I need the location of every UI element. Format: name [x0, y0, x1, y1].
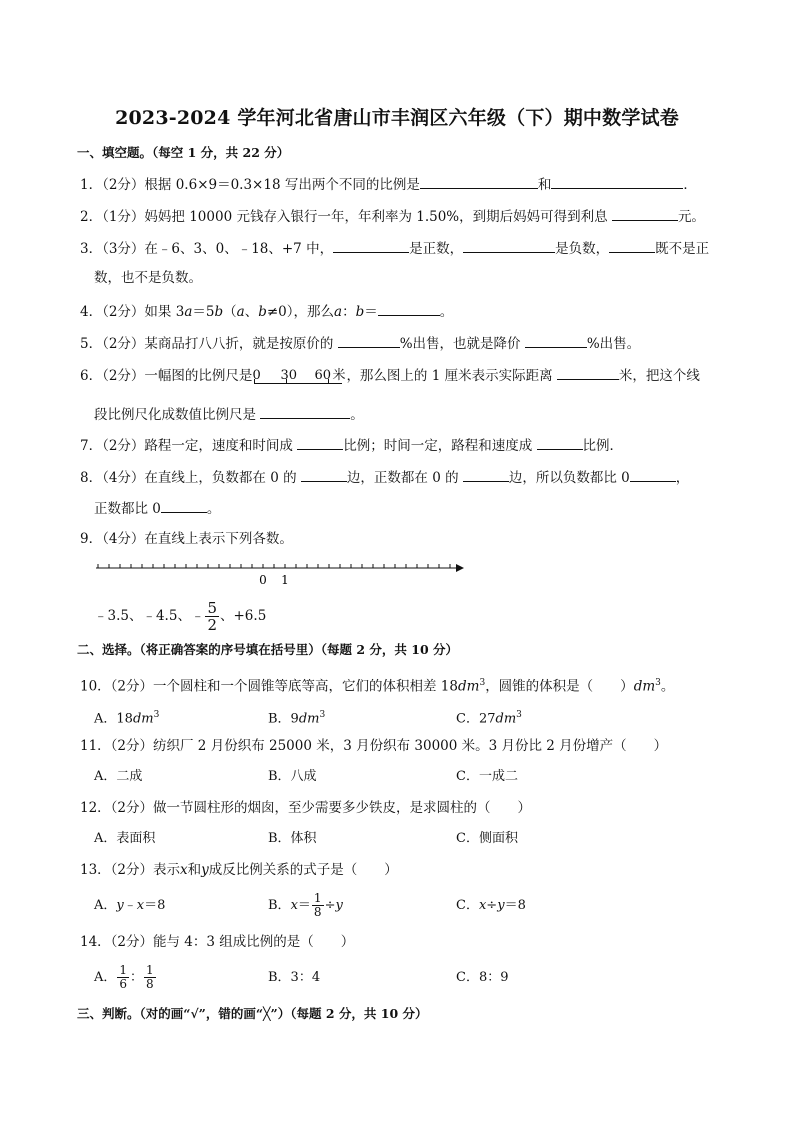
arrow-right-icon — [456, 564, 464, 572]
option-b[interactable]: B．八成 — [268, 769, 317, 784]
question-5: 5．（2分）某商品打八八折，就是按原价的 %出售，也就是降价 %出售。 — [80, 332, 640, 354]
answer-blank[interactable] — [612, 205, 678, 221]
question-4: 4．（2分）如果 3a＝5b（a、b≠0），那么a：b＝ 。 — [80, 300, 453, 322]
question-10: 10．（2分）一个圆柱和一个圆锥等底等高，它们的体积相差 $18dm^3$，圆锥的体积是（ ）$dm^3$。 — [80, 678, 675, 695]
answer-blank[interactable] — [333, 237, 409, 253]
answer-blank[interactable] — [420, 173, 538, 189]
scale-line — [254, 383, 342, 384]
option-a[interactable]: A．$18dm^3$ — [94, 710, 160, 727]
question-3-continued: 数，也不是负数。 — [94, 270, 202, 286]
answer-blank[interactable] — [537, 434, 583, 450]
answer-blank[interactable] — [463, 237, 555, 253]
question-8-continued: 正数都比 0 。 — [94, 497, 220, 519]
option-b[interactable]: B．$9dm^3$ — [268, 710, 326, 727]
fraction: $\frac{1}{8}$ — [313, 891, 322, 919]
answer-blank[interactable] — [551, 173, 683, 189]
option-a[interactable]: A．y﹣x＝8 — [94, 898, 166, 913]
answer-blank[interactable] — [301, 466, 347, 482]
number-line-label-one: 1 — [281, 573, 289, 587]
fraction: $\frac{1}{8}$ — [146, 963, 154, 991]
fraction: $\frac{5}{2}$ — [207, 599, 217, 634]
option-a[interactable]: A．表面积 — [94, 831, 156, 846]
answer-blank[interactable] — [525, 332, 587, 348]
question-14: 14．（2分）能与 4：3 组成比例的是（ ） — [80, 934, 355, 950]
answer-blank[interactable] — [297, 434, 343, 450]
section-choice-heading: 二、选择。（将正确答案的序号填在括号里）（每题 2 分，共 10 分） — [77, 642, 459, 657]
scale-bar: 0 30 60 米 — [252, 368, 346, 383]
option-b[interactable]: B．体积 — [268, 831, 317, 846]
question-7: 7．（2分）路程一定，速度和时间成 比例；时间一定，路程和速度成 比例． — [80, 434, 623, 456]
option-a[interactable]: A． $\frac{1}{6}$ ： $\frac{1}{8}$ — [94, 963, 154, 991]
page-title: 2023-2024 学年河北省唐山市丰润区六年级（下）期中数学试卷 — [115, 107, 679, 129]
section-fill-in-heading: 一、填空题。（每空 1 分，共 22 分） — [77, 145, 290, 160]
option-b[interactable]: B．3：4 — [268, 970, 321, 985]
question-2: 2．（1分）妈妈把 10000 元钱存入银行一年，年利率为 1.50%，到期后妈妈可得到利息 元。 — [80, 205, 705, 227]
question-6: 6．（2分）一幅图的比例尺是 0 30 60 米 ，那么图上的 1 厘米表示实际距离 米，把这个线 — [80, 364, 700, 386]
answer-blank[interactable] — [463, 466, 509, 482]
number-line-label-zero: 0 — [259, 573, 267, 587]
question-3: 3．（3分）在﹣6、3、0、﹣18、+7 中， 是正数， 是负数， 既不是正 — [80, 237, 709, 259]
number-line-ticks — [98, 564, 450, 568]
question-11: 11．（2分）纺织厂 2 月份织布 25000 米，3 月份织布 30000 米。3 月份比 2 月份增产（ ） — [80, 738, 668, 754]
answer-blank[interactable] — [338, 332, 400, 348]
answer-blank[interactable] — [260, 403, 350, 419]
option-a[interactable]: A．二成 — [94, 769, 143, 784]
option-c[interactable]: C．x÷y＝8 — [456, 898, 526, 913]
question-6-continued: 段比例尺化成数值比例尺是 。 — [94, 403, 364, 425]
answer-blank[interactable] — [630, 466, 676, 482]
number-line[interactable] — [90, 558, 470, 590]
option-c[interactable]: C．侧面积 — [456, 831, 518, 846]
question-12: 12．（2分）做一节圆柱形的烟囱，至少需要多少铁皮，是求圆柱的（ ） — [80, 800, 532, 816]
question-8: 8．（4分）在直线上，负数都在 0 的 边，正数都在 0 的 边，所以负数都比 0 ， — [80, 466, 689, 488]
option-c[interactable]: C．8：9 — [456, 970, 509, 985]
option-c[interactable]: C．$27dm^3$ — [456, 710, 522, 727]
question-13: 13．（2分）表示x和y成反比例关系的式子是（ ） — [80, 862, 398, 878]
answer-blank[interactable] — [161, 497, 207, 513]
question-9: 9．（4分）在直线上表示下列各数。 — [80, 531, 293, 547]
option-b[interactable]: B．x＝ $\frac{1}{8}$ ÷y — [268, 891, 343, 919]
answer-blank[interactable] — [378, 300, 440, 316]
option-c[interactable]: C．一成二 — [456, 769, 518, 784]
question-1: 1．（2分）根据 0.6×9＝0.3×18 写出两个不同的比例是 和 ． — [80, 173, 697, 195]
answer-blank[interactable] — [557, 364, 619, 380]
fraction: $\frac{1}{6}$ — [119, 963, 128, 991]
answer-blank[interactable] — [609, 237, 655, 253]
question-9-numbers: ﹣3.5、﹣4.5、﹣ $\frac{5}{2}$ 、+6.5 — [94, 599, 267, 634]
section-judgement-heading: 三、判断。（对的画“√”，错的画“╳”）（每题 2 分，共 10 分） — [77, 1006, 428, 1021]
